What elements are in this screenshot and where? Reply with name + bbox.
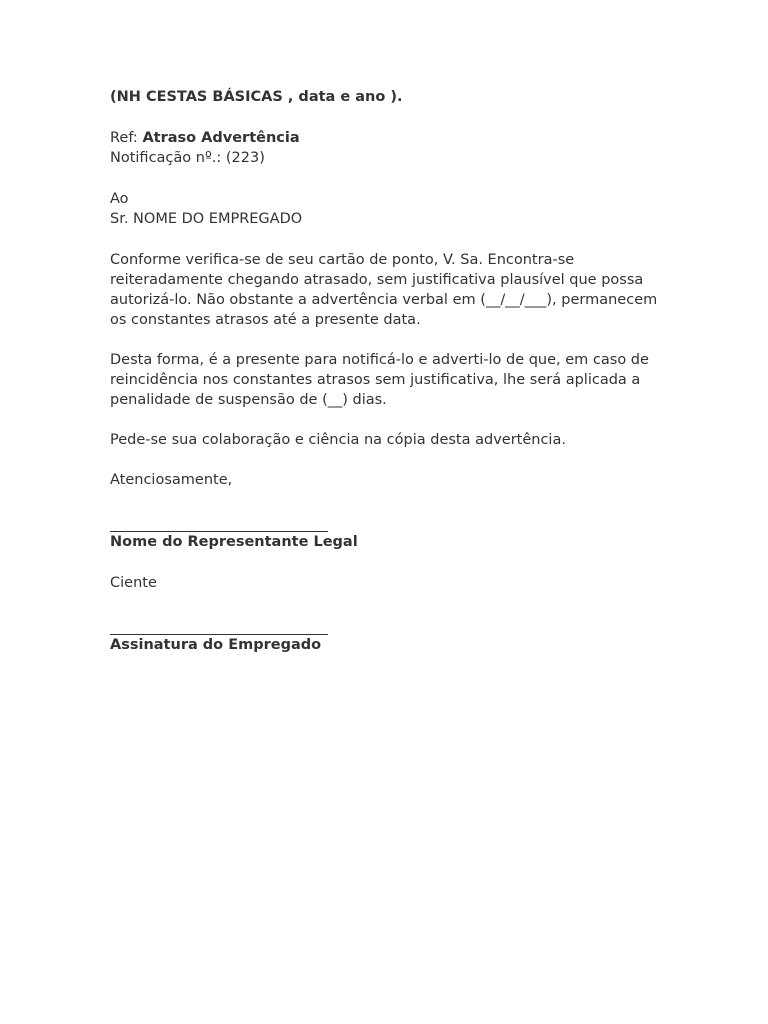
reference-subject: Atraso Advertência — [142, 130, 300, 146]
signature-label-employee: Assinatura do Empregado — [110, 637, 322, 653]
addressee-name: Sr. NOME DO EMPREGADO — [110, 211, 303, 227]
document-page — [110, 87, 670, 655]
reference-block — [110, 128, 670, 168]
signature-spacer — [110, 513, 670, 531]
notification-number: Notificação nº.: (223) — [110, 150, 265, 166]
signature-spacer-2 — [110, 616, 670, 634]
body-paragraph-1: Conforme verifica-se de seu cartão de ponto, V. Sa. Encontra-se reiteradamente chegando atrasado, sem justificativa plausível que possa autorizá-lo. Não obstante a advertência verbal em (__/__/___), permanecem os constantes atrasos até a presente data. — [110, 252, 658, 328]
reference-prefix: Ref: — [110, 130, 143, 146]
reference-line — [110, 128, 670, 148]
ciente-label: Ciente — [110, 575, 157, 591]
signature-label-representative: Nome do Representante Legal — [110, 534, 358, 550]
addressee-block — [110, 189, 670, 229]
addressee-salutation: Ao — [110, 191, 129, 207]
document-title: (NH CESTAS BÁSICAS , data e ano ). — [110, 89, 403, 105]
body-paragraph-2: Desta forma, é a presente para notificá-lo e adverti-lo de que, em caso de reincidência nos constantes atrasos sem justificativa, lhe será aplicada a penalidade de suspensão de (__) dias. — [110, 352, 649, 408]
closing-salutation: Atenciosamente, — [110, 472, 233, 488]
body-paragraph-3: Pede-se sua colaboração e ciência na cópia desta advertência. — [110, 432, 566, 448]
